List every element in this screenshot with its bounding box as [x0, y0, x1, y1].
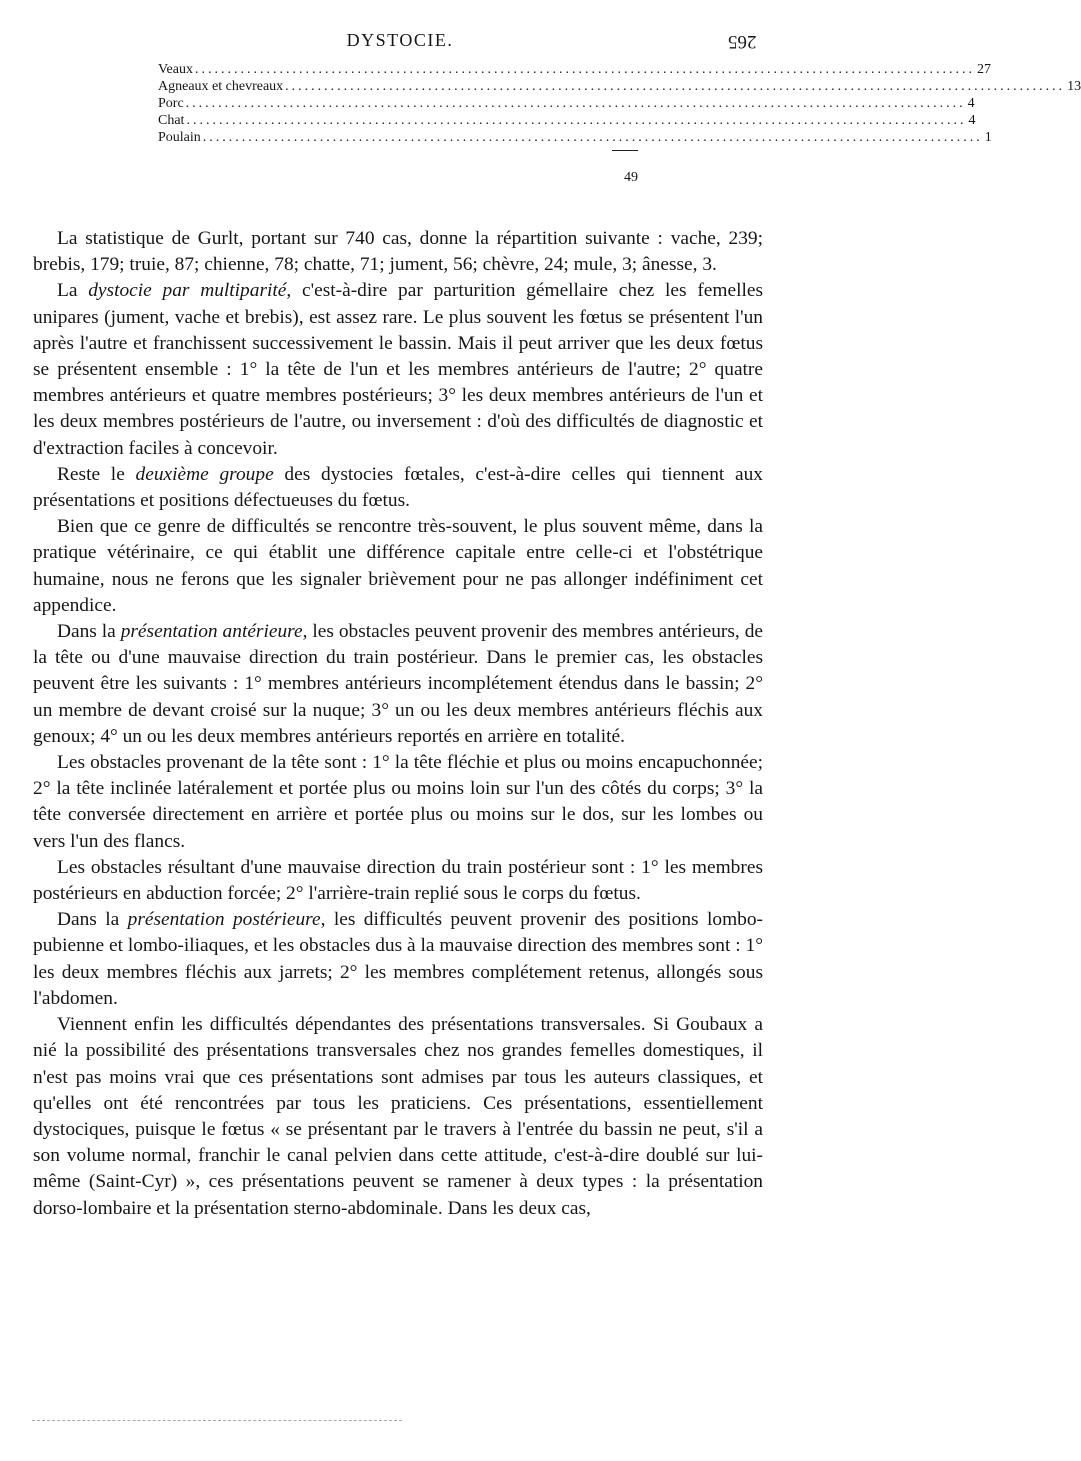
stat-leader-dots: ........................................................................................................................	[195, 62, 975, 77]
text-run: des dystocies fœtales, c'est-à-dire celles qui tiennent aux présentations et positions défectueuses du fœtus.	[33, 463, 763, 512]
stat-row	[158, 129, 992, 146]
paragraph	[33, 619, 763, 750]
stat-leader-dots: ........................................................................................................................	[202, 130, 983, 145]
stat-label: Poulain	[158, 130, 201, 145]
text-run: Reste le	[57, 463, 136, 485]
page-number: 265	[728, 31, 757, 52]
text-run: Viennent enfin les difficultés dépendantes des présentations transversales. Si Goubaux a nié la possibilité des présentations transversales chez nos grandes femelles domestiques, il n'est pas moins vrai que ces présentations sont admises par tous les auteurs classiques, et qu'elles ont été rencontrées par tous les praticiens. Ces présentations, essentiellement dystociques, puisque le fœtus « se présentant par le travers à l'entrée du bassin ne peut, s'il a son volume normal, franchir le canal pelvien dans cette attitude, c'est-à-dire doublé sur lui-même (Saint-Cyr) », ces présentations peuvent se ramener à deux types : la présentation dorso-lombaire et la présentation sterno-abdominale. Dans les deux cas,	[33, 1014, 763, 1219]
stat-label: Chat	[158, 113, 185, 128]
text-run: Bien que ce genre de difficultés se rencontre très-souvent, le plus souvent même, dans la pratique vétérinaire, ce qui établit une différence capitale entre celle-ci et l'obstétrique humaine, nous ne ferons que les signaler brièvement pour ne pas allonger indéfiniment cet appendice.	[33, 516, 763, 616]
paragraph	[33, 278, 763, 461]
paragraph	[33, 226, 763, 278]
stat-value: 13	[1067, 79, 1081, 94]
stat-leader-dots: ........................................................................................................................	[185, 96, 966, 111]
paragraph	[33, 1012, 763, 1222]
paragraph	[33, 750, 763, 855]
text-run: , les difficultés peuvent provenir des positions lombo-pubienne et lombo-iliaques, et les obstacles dus à la mauvaise direction des membres sont : 1° les deux membres fléchis aux jarrets; 2° les membres complétement retenus, allongés sous l'abdomen.	[33, 909, 763, 1009]
stat-value: 27	[977, 62, 991, 77]
stat-leader-dots: ........................................................................................................................	[186, 113, 967, 128]
stat-row	[158, 78, 1081, 95]
italic-term: dystocie par multiparité	[88, 280, 287, 302]
stat-label: Agneaux et chevreaux	[158, 79, 284, 94]
running-header-title: DYSTOCIE.	[346, 30, 454, 50]
text-run: Dans la	[57, 909, 128, 931]
text-run: Dans la	[57, 621, 121, 643]
text-run: La	[57, 280, 89, 302]
text-run: , les obstacles peuvent provenir des membres antérieurs, de la tête ou d'une mauvaise direction du train postérieur. Dans le premier cas, les obstacles peuvent être les suivants : 1° membres antérieurs incomplétement étendus dans le bassin; 2° un membre de devant croisé sur la nuque; 3° un ou les deux membres antérieurs fléchis aux genoux; 4° un ou les deux membres antérieurs reportés en arrière en totalité.	[33, 621, 764, 747]
total-divider	[612, 150, 638, 151]
italic-term: présentation postérieure	[127, 909, 321, 931]
body-text	[33, 226, 763, 1222]
stat-label: Veaux	[158, 62, 193, 77]
bottom-margin-marks	[32, 1420, 402, 1421]
paragraph	[33, 514, 763, 619]
text-run: La statistique de Gurlt, portant sur 740 cas, donne la répartition suivante : vache, 239; brebis, 179; truie, 87; chienne, 78; chatte, 71; jument, 56; chèvre, 24; mule, 3; ânesse, 3.	[33, 228, 763, 276]
text-run: Les obstacles provenant de la tête sont : 1° la tête fléchie et plus ou moins encapuchonnée; 2° la tête inclinée latéralement et portée plus ou moins loin sur l'un des côtés du corps; 3° la tête conversée directement en arrière et portée plus ou moins sur le dos, sur les lombes ou vers l'un des flancs.	[33, 752, 763, 852]
italic-term: deuxième groupe	[135, 463, 274, 485]
stat-row	[158, 95, 975, 112]
stat-value: 1	[984, 130, 992, 145]
italic-term: présentation antérieure	[120, 621, 303, 643]
paragraph	[33, 462, 763, 514]
stat-value: 4	[967, 96, 975, 111]
paragraph	[33, 907, 763, 1012]
stat-value: 4	[968, 113, 976, 128]
statistics-total: 49	[624, 170, 638, 185]
stat-row	[158, 61, 991, 78]
stat-label: Porc	[158, 96, 184, 111]
text-run: Les obstacles résultant d'une mauvaise direction du train postérieur sont : 1° les membres postérieurs en abduction forcée; 2° l'arrière-train replié sous le corps du fœtus.	[33, 856, 763, 905]
text-run: , c'est-à-dire par parturition gémellaire chez les femelles unipares (jument, vache et brebis), est assez rare. Le plus souvent les fœtus se présentent l'un après l'autre et franchissent successivement le bassin. Mais il peut arriver que les deux fœtus se présentent ensemble : 1° la tête de l'un et les membres antérieurs de l'autre; 2° quatre membres antérieurs et quatre membres postérieurs; 3° les deux membres antérieurs de l'un et les deux membres postérieurs de l'autre, ou inversement : d'où des difficultés de diagnostic et d'extraction faciles à concevoir.	[33, 280, 764, 459]
statistics-list	[158, 61, 1081, 146]
paragraph	[33, 855, 763, 907]
stat-row	[158, 112, 976, 129]
stat-leader-dots: ........................................................................................................................	[285, 79, 1066, 94]
